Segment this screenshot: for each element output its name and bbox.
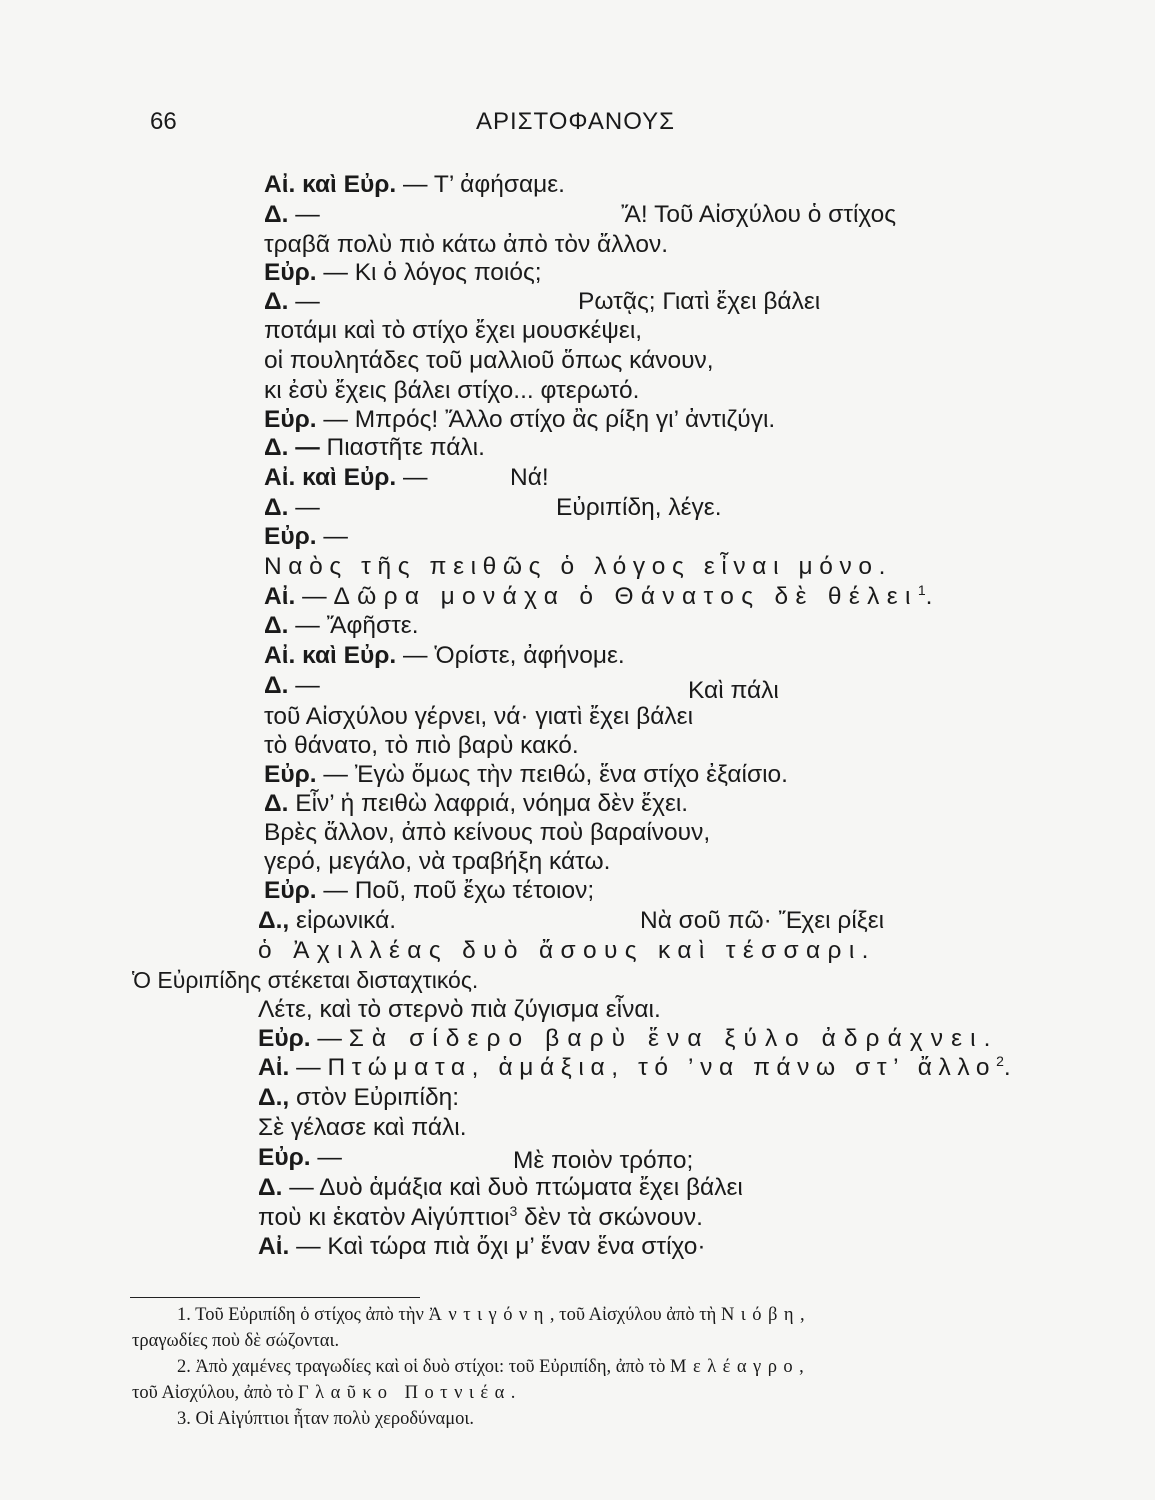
verse-line-continuation: Ἄ! Τοῦ Αἰσχύλου ὁ στίχος <box>621 201 897 228</box>
verse-line: Λέτε, καὶ τὸ στερνὸ πιὰ ζύγισμα εἶναι. <box>258 996 661 1023</box>
verse-line: Δ. — <box>264 672 320 699</box>
speaker: Δ. <box>264 672 289 699</box>
verse-line: τὸ θάνατο, τὸ πιὸ βαρὺ κακό. <box>264 732 579 759</box>
verse-line-continuation: Μὲ ποιὸν τρόπο; <box>513 1147 694 1174</box>
speaker: Εὐρ. <box>264 523 317 550</box>
verse-line: Αἰ. καὶ Εὐρ. — Ὁρίστε, ἀφήνομε. <box>264 642 625 669</box>
page-header <box>0 108 1155 138</box>
speaker: Δ., <box>258 1084 290 1111</box>
verse-line: γερό, μεγάλο, νὰ τραβήξη κάτω. <box>264 848 611 875</box>
verse-line-spaced: ὁ Ἀχιλλέας δυὸ ἄσους καὶ τέσσαρι. <box>258 937 876 964</box>
speaker: Δ. <box>264 494 289 521</box>
running-title: ΑΡΙΣΤΟΦΑΝΟΥΣ <box>476 108 675 135</box>
speaker: Εὐρ. <box>258 1144 311 1171</box>
verse-line: Βρὲς ἄλλον, ἀπὸ κείνους ποὺ βαραίνουν, <box>264 819 711 846</box>
speaker: Εὐρ. <box>264 406 317 433</box>
verse-line: Δ., εἰρωνικά. <box>258 907 397 934</box>
speaker: Δ. — <box>264 434 320 461</box>
verse-line: ποτάμι καὶ τὸ στίχο ἔχει μουσκέψει, <box>264 317 643 344</box>
speaker: Αἰ. <box>258 1233 290 1260</box>
speaker: Αἰ. καὶ Εὐρ. <box>264 642 397 669</box>
verse-line: Δ. — Δυὸ ἁμάξια καὶ δυὸ πτώματα ἔχει βάλει <box>258 1174 743 1201</box>
verse-line: Δ. — Πιαστῆτε πάλι. <box>264 434 485 461</box>
speaker: Δ. <box>264 612 289 639</box>
verse-line: Δ. — Ἄφῆστε. <box>264 612 419 639</box>
speaker: Εὐρ. <box>264 259 317 286</box>
footnote-continuation: τοῦ Αἰσχύλου, ἀπὸ τὸ Γλαῦκο Ποτνιέα. <box>132 1383 516 1403</box>
verse-line: Εὐρ. — Μπρός! Ἄλλο στίχο ἂς ρίξη γι’ ἀντιζύγι. <box>264 406 776 433</box>
verse-line: τοῦ Αἰσχύλου γέρνει, νά· γιατὶ ἔχει βάλει <box>264 703 694 730</box>
verse-line: Δ., στὸν Εὐριπίδη: <box>258 1084 460 1111</box>
speaker: Δ. <box>258 1174 283 1201</box>
verse-line: Εὐρ. — <box>264 523 348 550</box>
verse-line: Δ. — <box>264 288 320 315</box>
verse-line: Δ. — <box>264 494 320 521</box>
verse-line-continuation: Καὶ πάλι <box>688 677 779 704</box>
speaker: Αἰ. <box>264 583 296 610</box>
verse-line: Εὐρ. — Ἐγὼ ὅμως τὴν πειθώ, ἕνα στίχο ἐξαίσιο. <box>264 761 788 788</box>
verse-line: Αἰ. — Πτώματα, ἁμάξια, τό ’να πάνω στ’ ἄλλο$^2$. <box>258 1052 1011 1081</box>
speaker: Δ. <box>264 288 289 315</box>
verse-line: Αἰ. — Καὶ τώρα πιὰ ὄχι μ’ ἕναν ἕνα στίχο· <box>258 1233 706 1260</box>
speaker: Δ., <box>258 907 290 934</box>
speaker: Αἰ. καὶ Εὐρ. <box>264 171 397 198</box>
verse-line: Αἰ. καὶ Εὐρ. — <box>264 464 428 491</box>
verse-line: κι ἐσὺ ἔχεις βάλει στίχο... φτερωτό. <box>264 377 640 404</box>
stage-direction: Ὁ Εὐριπίδης στέκεται δισταχτικός. <box>132 967 479 993</box>
speaker: Δ. <box>264 201 289 228</box>
verse-line: Δ. Εἶν’ ἡ πειθὼ λαφριά, νόημα δὲν ἔχει. <box>264 790 689 817</box>
verse-line: τραβᾶ πολὺ πιὸ κάτω ἀπὸ τὸν ἄλλον. <box>264 231 669 258</box>
verse-line: Εὐρ. — Σὰ σίδερο βαρὺ ἕνα ξύλο ἀδράχνει. <box>258 1025 999 1052</box>
verse-line: οἱ πουλητάδες τοῦ μαλλιοῦ ὅπως κάνουν, <box>264 347 714 374</box>
footnote: 2. Ἀπὸ χαμένες τραγωδίες καὶ οἱ δυὸ στίχοι: τοῦ Εὐριπίδη, ἀπὸ τὸ Μελέαγρο, <box>177 1357 804 1377</box>
speaker: Αἰ. <box>258 1054 290 1081</box>
verse-line: ποὺ κι ἑκατὸν Αἰγύπτιοι$^3$ δὲν τὰ σκώνουν. <box>258 1202 703 1231</box>
verse-line: Αἰ. — Δῶρα μονάχα ὁ Θάνατος δὲ θέλει$^1$. <box>264 581 933 610</box>
page-number: 66 <box>150 108 177 135</box>
footnote-divider <box>130 1297 420 1298</box>
verse-line-continuation: Εὐριπίδη, λέγε. <box>556 494 722 521</box>
verse-line: Δ. — <box>264 201 320 228</box>
speaker: Εὐρ. <box>264 877 317 904</box>
verse-line: Εὐρ. — Κι ὁ λόγος ποιός; <box>264 259 542 286</box>
verse-line: Αἰ. καὶ Εὐρ. — Τ’ ἀφήσαμε. <box>264 171 565 198</box>
verse-line-spaced: Ναὸς τῆς πειθῶς ὁ λόγος εἶναι μόνο. <box>264 553 893 580</box>
footnote: 3. Οἱ Αἰγύπτιοι ἦταν πολὺ χεροδύναμοι. <box>177 1409 475 1429</box>
verse-line: Σὲ γέλασε καὶ πάλι. <box>258 1114 467 1141</box>
speaker: Εὐρ. <box>258 1025 311 1052</box>
verse-line-continuation: Ρωτᾷς; Γιατὶ ἔχει βάλει <box>578 288 821 315</box>
footnote: 1. Τοῦ Εὐριπίδη ὁ στίχος ἀπὸ τὴν Ἀντιγόνη, τοῦ Αἰσχύλου ἀπὸ τὴ Νιόβη, <box>177 1305 805 1325</box>
verse-line-continuation: Νὰ σοῦ πῶ· Ἔχει ρίξει <box>640 907 885 934</box>
speaker: Δ. <box>264 790 289 817</box>
verse-line-continuation: Νά! <box>510 464 549 491</box>
speaker: Αἰ. καὶ Εὐρ. <box>264 464 397 491</box>
verse-line: Εὐρ. — Ποῦ, ποῦ ἔχω τέτοιον; <box>264 877 595 904</box>
verse-line: Εὐρ. — <box>258 1144 342 1171</box>
footnote-continuation: τραγωδίες ποὺ δὲ σώζονται. <box>132 1331 340 1351</box>
speaker: Εὐρ. <box>264 761 317 788</box>
